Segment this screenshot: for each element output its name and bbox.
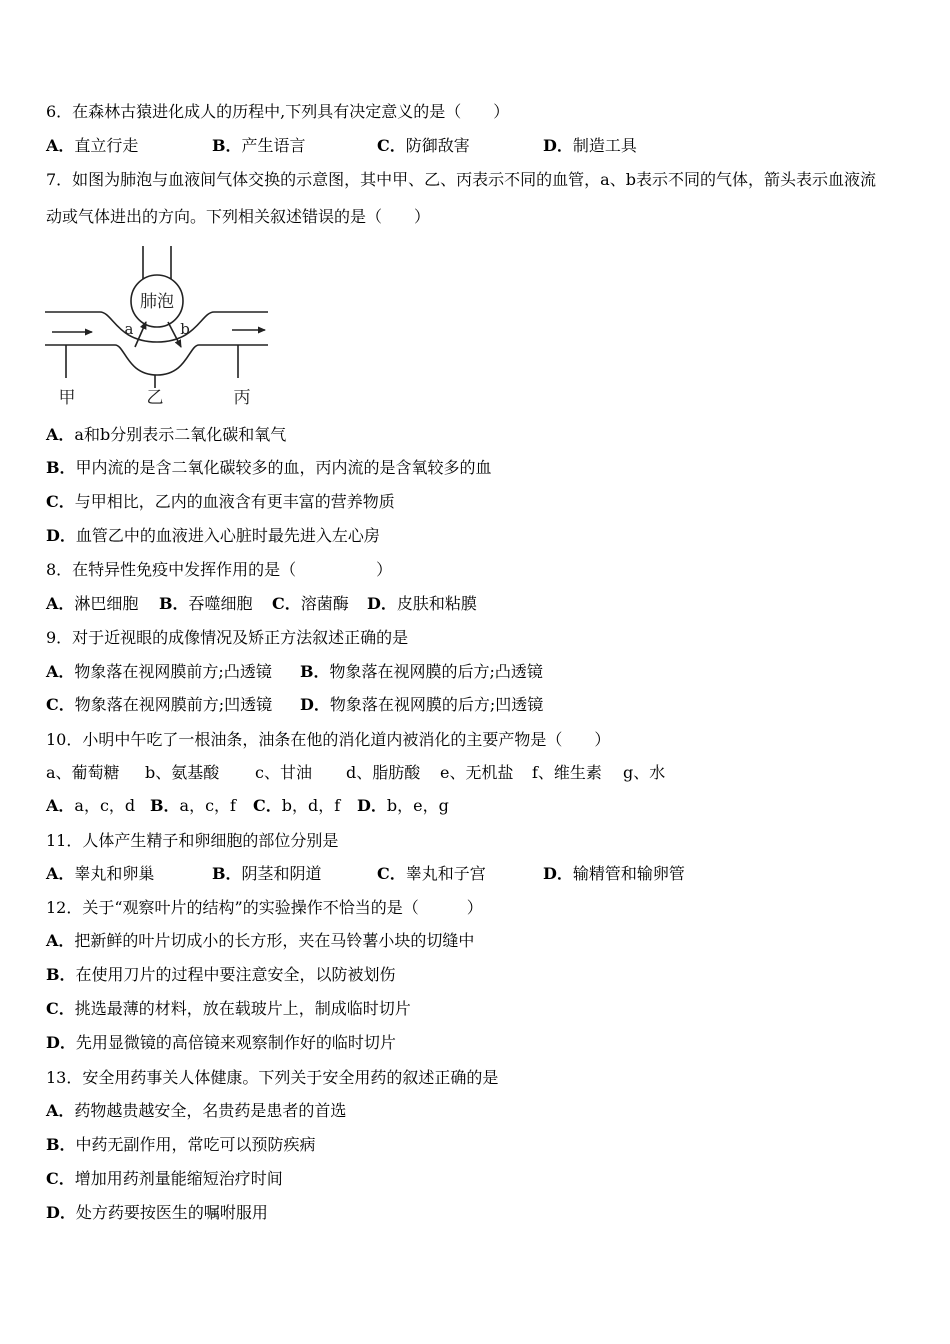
vessel-1-label: 甲 bbox=[58, 388, 76, 408]
q13-option-b bbox=[46, 1134, 316, 1156]
option-text: 产生语言 bbox=[241, 136, 306, 155]
q11-option-a bbox=[46, 863, 154, 885]
option-label: C． bbox=[377, 136, 406, 155]
q6-option-a bbox=[46, 135, 138, 157]
option-label: A． bbox=[46, 594, 75, 613]
option-text: 中药无副作用，常吃可以预防疾病 bbox=[75, 1135, 316, 1154]
option-label: D． bbox=[300, 695, 330, 714]
q12-option-d bbox=[46, 1032, 396, 1054]
q13-option-a bbox=[46, 1100, 346, 1122]
option-label: A． bbox=[46, 136, 75, 155]
option-text: b，d，f bbox=[281, 796, 341, 815]
q10-item-d: d、脂肪酸 bbox=[346, 763, 421, 782]
option-text: 物象落在视网膜前方;凸透镜 bbox=[74, 662, 272, 681]
q10-item-e: e、无机盐 bbox=[440, 763, 514, 782]
option-label: D． bbox=[357, 796, 387, 815]
q11-option-b bbox=[212, 863, 322, 885]
option-label: C． bbox=[46, 492, 75, 511]
option-label: B． bbox=[212, 136, 242, 155]
option-label: D． bbox=[543, 864, 573, 883]
q7-option-b bbox=[46, 457, 492, 479]
option-label: A． bbox=[46, 662, 75, 681]
option-text: 输精管和输卵管 bbox=[572, 864, 685, 883]
gas-b-label: b bbox=[180, 320, 190, 338]
option-label: C． bbox=[272, 594, 301, 613]
option-text: 增加用药剂量能缩短治疗时间 bbox=[74, 1169, 283, 1188]
q8-option-b bbox=[159, 593, 253, 615]
option-label: B． bbox=[46, 458, 76, 477]
option-text: 睾丸和卵巢 bbox=[74, 864, 155, 883]
q11-stem: 11．人体产生精子和卵细胞的部位分别是 bbox=[46, 831, 339, 850]
option-label: A． bbox=[46, 796, 75, 815]
q12-stem: 12．关于“观察叶片的结构”的实验操作不恰当的是（ ） bbox=[46, 898, 483, 917]
option-label: C． bbox=[253, 796, 282, 815]
q11-option-d bbox=[543, 863, 685, 885]
option-label: D． bbox=[46, 1203, 76, 1222]
q13-stem: 13．安全用药事关人体健康。下列关于安全用药的叙述正确的是 bbox=[46, 1068, 499, 1087]
gas-b-arrow bbox=[168, 322, 181, 347]
option-text: 物象落在视网膜的后方;凹透镜 bbox=[329, 695, 544, 714]
option-label: A． bbox=[46, 864, 75, 883]
q10-item-f: f、维生素 bbox=[532, 763, 602, 782]
q9-option-d bbox=[300, 694, 543, 716]
option-text: 在使用刀片的过程中要注意安全，以防被划伤 bbox=[75, 965, 396, 984]
q9-option-a bbox=[46, 661, 272, 683]
option-text: a和b分别表示二氧化碳和氧气 bbox=[74, 425, 287, 444]
option-label: D． bbox=[46, 526, 76, 545]
q9-option-c bbox=[46, 694, 272, 716]
option-label: B． bbox=[159, 594, 189, 613]
option-text: 阴茎和阴道 bbox=[241, 864, 322, 883]
q6-option-c bbox=[377, 135, 470, 157]
option-text: 挑选最薄的材料，放在载玻片上，制成临时切片 bbox=[74, 999, 411, 1018]
option-text: 防御敌害 bbox=[405, 136, 470, 155]
option-text: 睾丸和子宫 bbox=[405, 864, 486, 883]
q9-stem: 9．对于近视眼的成像情况及矫正方法叙述正确的是 bbox=[46, 628, 409, 647]
option-label: A． bbox=[46, 425, 75, 444]
option-label: C． bbox=[46, 999, 75, 1018]
option-text: 制造工具 bbox=[572, 136, 637, 155]
alveolus-label: 肺泡 bbox=[140, 292, 174, 312]
option-label: B． bbox=[212, 864, 242, 883]
q10-item-g: g、水 bbox=[623, 763, 666, 782]
option-label: B． bbox=[300, 662, 330, 681]
option-text: 物象落在视网膜前方;凹透镜 bbox=[74, 695, 273, 714]
q10-option-b bbox=[150, 795, 236, 817]
option-text: b，e，g bbox=[386, 796, 449, 815]
q9-option-b bbox=[300, 661, 543, 683]
gas-a-arrow bbox=[135, 322, 146, 347]
q6-stem: 6．在森林古猿进化成人的历程中,下列具有决定意义的是（ ） bbox=[46, 102, 510, 121]
option-text: a，c，f bbox=[179, 796, 236, 815]
option-label: A． bbox=[46, 1101, 75, 1120]
q10-item-b: b、氨基酸 bbox=[145, 763, 220, 782]
option-text: a，c，d bbox=[74, 796, 136, 815]
option-text: 处方药要按医生的嘱咐服用 bbox=[75, 1203, 268, 1222]
option-label: A． bbox=[46, 931, 75, 950]
q13-option-c bbox=[46, 1168, 283, 1190]
q10-option-a bbox=[46, 795, 135, 817]
option-label: D． bbox=[46, 1033, 76, 1052]
q10-option-d bbox=[357, 795, 449, 817]
option-text: 淋巴细胞 bbox=[74, 594, 139, 613]
q8-option-c bbox=[272, 593, 349, 615]
option-text: 药物越贵越安全，名贵药是患者的首选 bbox=[74, 1101, 347, 1120]
option-label: C． bbox=[46, 1169, 75, 1188]
option-text: 溶菌酶 bbox=[300, 594, 349, 613]
vessel-3-label: 丙 bbox=[233, 388, 251, 408]
q8-option-a bbox=[46, 593, 138, 615]
q7-stem-line1: 7．如图为肺泡与血液间气体交换的示意图，其中甲、乙、丙表示不同的血管，a、b表示不同的气体，箭头表示血液流 bbox=[46, 170, 876, 189]
option-label: C． bbox=[46, 695, 75, 714]
option-text: 与甲相比，乙内的血液含有更丰富的营养物质 bbox=[74, 492, 395, 511]
q10-option-c bbox=[253, 795, 340, 817]
q7-option-d bbox=[46, 525, 380, 547]
option-label: D． bbox=[367, 594, 397, 613]
option-label: C． bbox=[377, 864, 406, 883]
q13-option-d bbox=[46, 1202, 268, 1224]
q7-option-c bbox=[46, 491, 395, 513]
q8-option-d bbox=[367, 593, 477, 615]
option-text: 血管乙中的血液进入心脏时最先进入左心房 bbox=[75, 526, 380, 545]
vessel-2-label: 乙 bbox=[146, 388, 164, 408]
q10-item-a: a、葡萄糖 bbox=[46, 763, 120, 782]
option-text: 先用显微镜的高倍镜来观察制作好的临时切片 bbox=[75, 1033, 396, 1052]
q11-option-c bbox=[377, 863, 486, 885]
vessel-lower-wall bbox=[45, 345, 268, 375]
q7-stem-line2: 动或气体进出的方向。下列相关叙述错误的是（ ） bbox=[46, 207, 431, 226]
q10-item-c: c、甘油 bbox=[255, 763, 312, 782]
q10-stem: 10．小明中午吃了一根油条，油条在他的消化道内被消化的主要产物是（ ） bbox=[46, 730, 611, 749]
option-label: B． bbox=[46, 965, 76, 984]
option-text: 甲内流的是含二氧化碳较多的血，丙内流的是含氧较多的血 bbox=[75, 458, 492, 477]
option-text: 物象落在视网膜的后方;凸透镜 bbox=[329, 662, 543, 681]
q12-option-b bbox=[46, 964, 396, 986]
option-label: B． bbox=[150, 796, 180, 815]
option-text: 吞噬细胞 bbox=[188, 594, 253, 613]
q6-option-d bbox=[543, 135, 637, 157]
gas-a-label: a bbox=[124, 320, 134, 338]
q12-option-c bbox=[46, 998, 411, 1020]
option-label: D． bbox=[543, 136, 573, 155]
q12-option-a bbox=[46, 930, 474, 952]
option-text: 皮肤和粘膜 bbox=[396, 594, 477, 613]
q8-stem: 8．在特异性免疫中发挥作用的是（ ） bbox=[46, 560, 393, 579]
q6-option-b bbox=[212, 135, 306, 157]
option-text: 直立行走 bbox=[74, 136, 139, 155]
q7-option-a bbox=[46, 424, 286, 446]
alveolus-gas-exchange-diagram bbox=[45, 243, 275, 413]
option-text: 把新鲜的叶片切成小的长方形，夹在马铃薯小块的切缝中 bbox=[74, 931, 475, 950]
option-label: B． bbox=[46, 1135, 76, 1154]
